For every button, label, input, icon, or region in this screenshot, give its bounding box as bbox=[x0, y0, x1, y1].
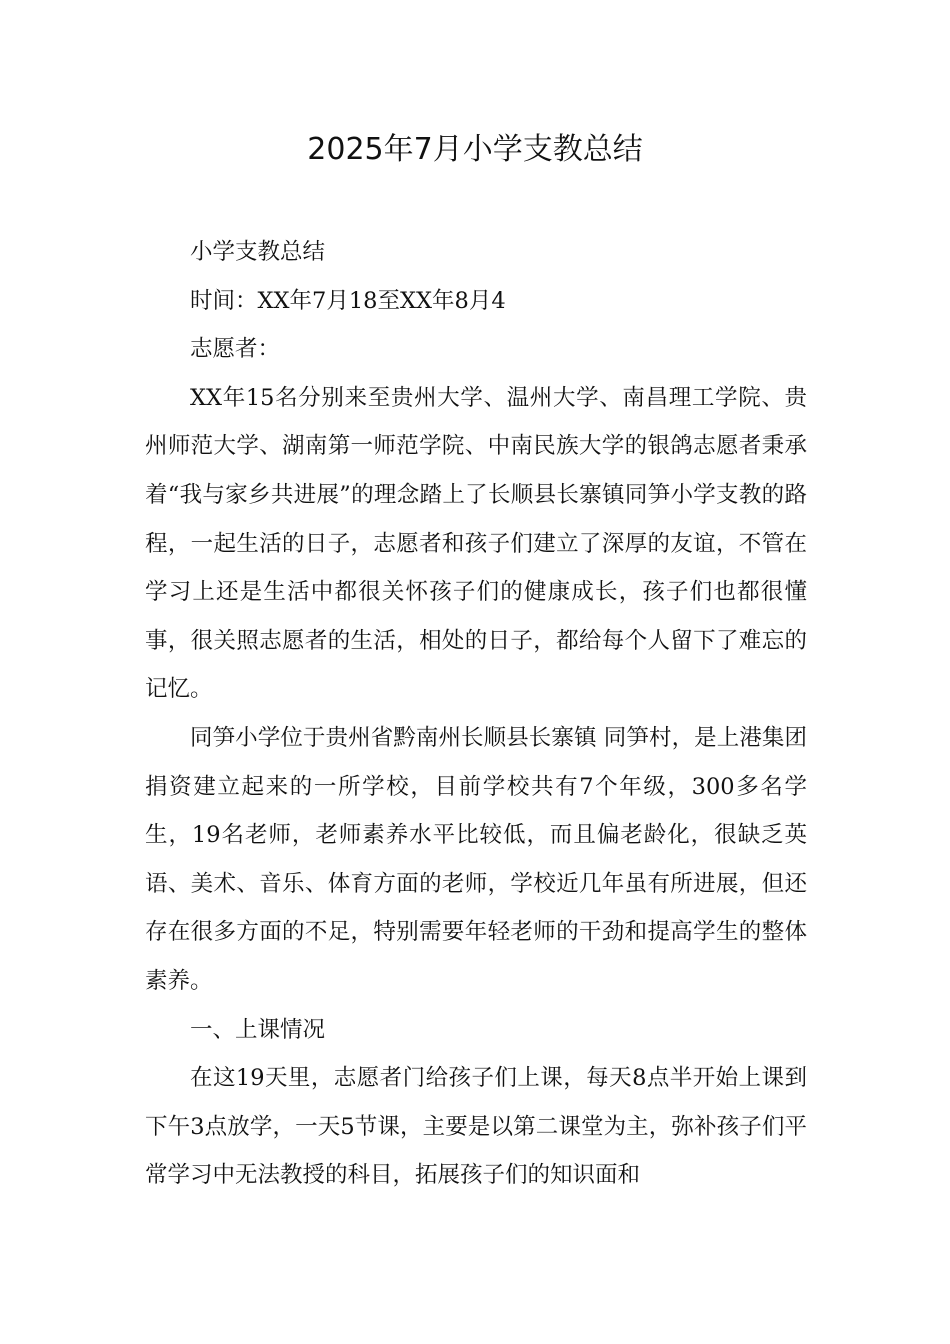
paragraph-subtitle: 小学支教总结 bbox=[190, 239, 326, 265]
section-heading-classes: 一、上课情况 bbox=[190, 1016, 326, 1043]
paragraph-volunteers: 志愿者： bbox=[190, 336, 281, 363]
paragraph-time: 时间：XX年7月18至XX年8月4 bbox=[190, 287, 506, 314]
paragraph-school: 同笋小学位于贵州省黔南州长顺县长寨镇 同笋村，是上港集团捐资建立起来的一所学校，目前学校共有7个年级，300多名学生，19名老师，老师素养水平比较低，而且偏老龄化，很缺乏英语、美术、音乐、体育方面的老师，学校近几年虽有所进展，但还存在很多方面的不足，特别需要年轻老师的干劲和提高学生的整体素养。 bbox=[145, 724, 807, 994]
paragraph-intro: XX年15名分别来至贵州大学、温州大学、南昌理工学院、贵州师范大学、湖南第一师范学院、中南民族大学的银鸽志愿者秉承着“我与家乡共进展”的理念踏上了长顺县长寨镇同笋小学支教的路程，一起生活的日子，志愿者和孩子们建立了深厚的友谊，不管在学习上还是生活中都很关怀孩子们的健康成长，孩子们也都很懂事，很关照志愿者的生活，相处的日子，都给每个人留下了难忘的记忆。 bbox=[145, 384, 807, 703]
document-title: 2025年7月小学支教总结 bbox=[307, 132, 643, 167]
paragraph-classes: 在这19天里，志愿者门给孩子们上课，每天8点半开始上课到下午3点放学，一天5节课，主要是以第二课堂为主，弥补孩子们平常学习中无法教授的科目，拓展孩子们的知识面和 bbox=[145, 1065, 807, 1189]
document-body bbox=[145, 228, 807, 1200]
